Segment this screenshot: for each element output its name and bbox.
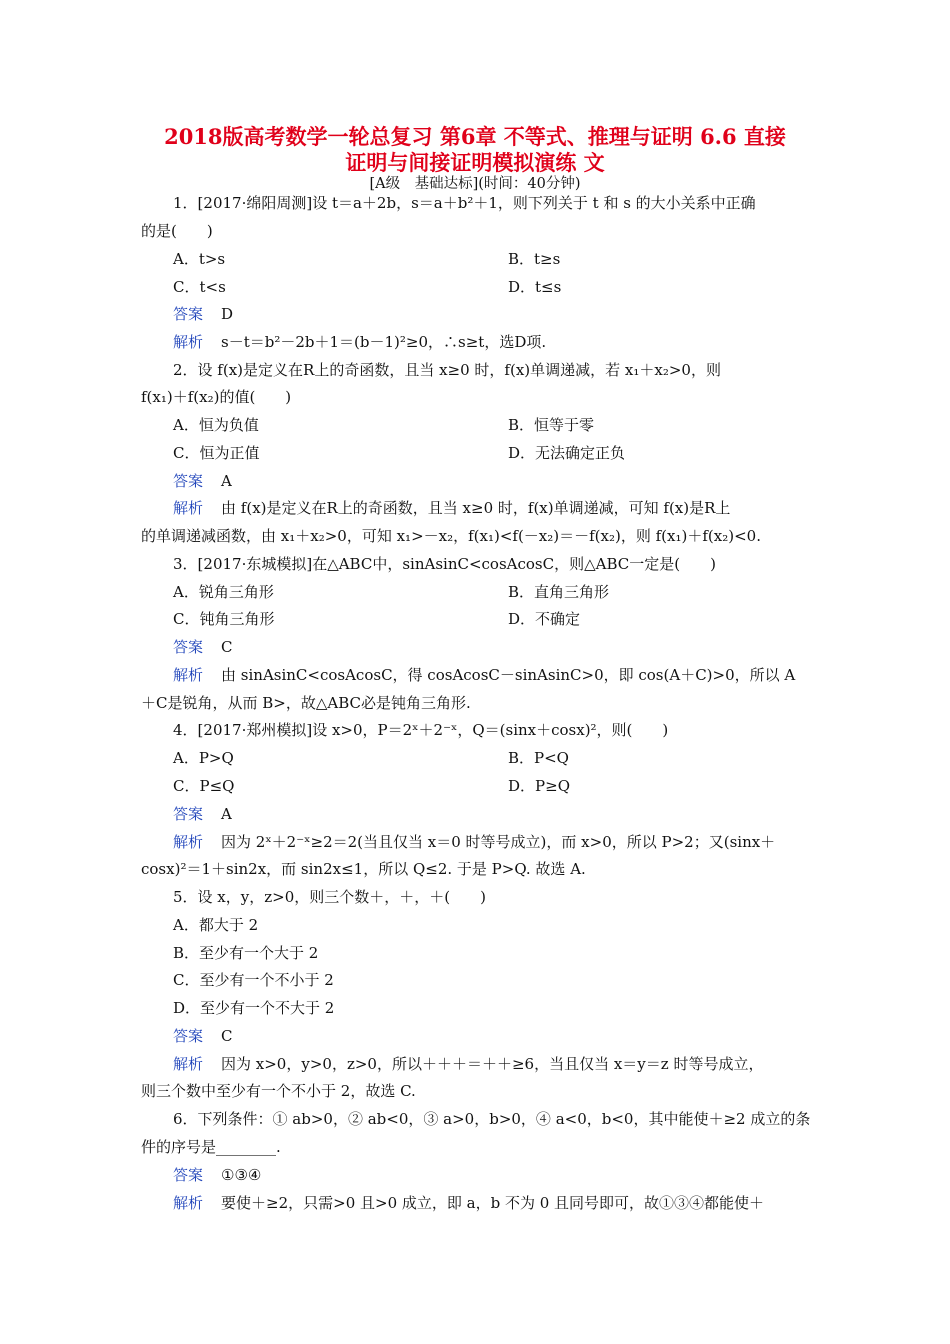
- q4-option-a: A．P>Q: [173, 749, 234, 767]
- analysis-label: 解析: [173, 1194, 204, 1212]
- q1-option-d: D．t≤s: [508, 278, 562, 296]
- q5-analysis-cont: 则三个数中至少有一个不小于 2，故选 C.: [141, 1082, 416, 1100]
- analysis-text: 由 f(x)是定义在R上的奇函数，且当 x≥0 时，f(x)单调递减，可知 f(x)是R上: [221, 499, 731, 517]
- q2-analysis: [173, 497, 730, 519]
- analysis-text: 由 sinAsinC<cosAcosC，得 cosAcosC－sinAsinC>0，即 cos(A＋C)>0，所以 A: [221, 666, 796, 684]
- analysis-text: s－t＝b²－2b＋1＝(b－1)²≥0，∴s≥t，选D项.: [221, 333, 547, 351]
- question-2-stem: 2．设 f(x)是定义在R上的奇函数，且当 x≥0 时，f(x)单调递减，若 x₁＋x₂>0，则: [173, 361, 721, 379]
- answer-label: 答案: [173, 1166, 204, 1184]
- document-title-line1: 2018版高考数学一轮总复习 第6章 不等式、推理与证明 6.6 直接: [164, 124, 786, 149]
- analysis-label: 解析: [173, 833, 204, 851]
- q1-option-b: B．t≥s: [508, 250, 561, 268]
- document-title-line2: 证明与间接证明模拟演练 文: [345, 150, 605, 175]
- answer-value: A: [221, 472, 232, 490]
- q4-option-c: C．P≤Q: [173, 777, 235, 795]
- analysis-label: 解析: [173, 333, 204, 351]
- q3-analysis: [173, 664, 795, 686]
- answer-value: C: [221, 638, 233, 656]
- q3-option-d: D．不确定: [508, 610, 581, 628]
- answer-label: 答案: [173, 638, 204, 656]
- analysis-label: 解析: [173, 666, 204, 684]
- question-1-stem-cont: 的是( ): [141, 222, 213, 240]
- q3-option-b: B．直角三角形: [508, 583, 610, 601]
- q1-option-a: A．t>s: [173, 250, 226, 268]
- q6-answer: [173, 1164, 261, 1186]
- question-3-stem: 3．[2017·东城模拟]在△ABC中，sinAsinC<cosAcosC，则△ABC一定是( ): [173, 555, 716, 573]
- q4-option-b: B．P<Q: [508, 749, 569, 767]
- answer-label: 答案: [173, 305, 204, 323]
- question-6-stem-cont: 件的序号是________.: [141, 1138, 281, 1156]
- q2-answer: [173, 470, 232, 492]
- q4-analysis-cont: cosx)²＝1＋sin2x，而 sin2x≤1，所以 Q≤2. 于是 P>Q. 故选 A.: [141, 860, 586, 878]
- q2-option-c: C．恒为正值: [173, 444, 260, 462]
- q5-analysis: [173, 1053, 763, 1075]
- q2-option-d: D．无法确定正负: [508, 444, 626, 462]
- analysis-text: 因为 x>0，y>0，z>0，所以＋＋＋＝＋＋≥6，当且仅当 x＝y＝z 时等号成立，: [221, 1055, 764, 1073]
- analysis-label: 解析: [173, 499, 204, 517]
- section-subtitle: [A级 基础达标](时间：40分钟): [369, 176, 581, 192]
- analysis-text: 要使＋≥2，只需>0 且>0 成立，即 a，b 不为 0 且同号即可，故①③④都能使＋: [221, 1194, 765, 1212]
- q4-option-d: D．P≥Q: [508, 777, 570, 795]
- question-4-stem: 4．[2017·郑州模拟]设 x>0，P＝2ˣ＋2⁻ˣ，Q＝(sinx＋cosx)²，则( ): [173, 721, 669, 739]
- answer-value: A: [221, 805, 232, 823]
- q5-answer: [173, 1025, 233, 1047]
- question-1-stem: 1．[2017·绵阳周测]设 t＝a＋2b，s＝a＋b²＋1，则下列关于 t 和 s 的大小关系中正确: [173, 194, 756, 212]
- answer-label: 答案: [173, 472, 204, 490]
- answer-label: 答案: [173, 1027, 204, 1045]
- question-2-stem-cont: f(x₁)＋f(x₂)的值( ): [141, 388, 292, 406]
- q5-option-d: D．至少有一个不大于 2: [173, 999, 335, 1017]
- answer-value: ①③④: [221, 1166, 262, 1184]
- q6-analysis: [173, 1192, 764, 1214]
- q1-analysis: [173, 331, 546, 353]
- q2-option-a: A．恒为负值: [173, 416, 259, 434]
- answer-value: D: [221, 305, 234, 323]
- q3-option-a: A．锐角三角形: [173, 583, 274, 601]
- answer-value: C: [221, 1027, 233, 1045]
- q4-answer: [173, 803, 232, 825]
- answer-label: 答案: [173, 805, 204, 823]
- question-6-stem: 6．下列条件：① ab>0，② ab<0，③ a>0，b>0，④ a<0，b<0，其中能使＋≥2 成立的条: [173, 1110, 811, 1128]
- q3-answer: [173, 636, 233, 658]
- q5-option-c: C．至少有一个不小于 2: [173, 971, 334, 989]
- q1-answer: [173, 303, 233, 325]
- q2-option-b: B．恒等于零: [508, 416, 595, 434]
- analysis-text: 因为 2ˣ＋2⁻ˣ≥2＝2(当且仅当 x＝0 时等号成立)，而 x>0，所以 P>2；又(sinx＋: [221, 833, 776, 851]
- q3-option-c: C．钝角三角形: [173, 610, 275, 628]
- question-5-stem: 5．设 x，y，z>0，则三个数＋，＋，＋( ): [173, 888, 486, 906]
- q5-option-a: A．都大于 2: [173, 916, 259, 934]
- analysis-label: 解析: [173, 1055, 204, 1073]
- q3-analysis-cont: ＋C是锐角，从而 B>，故△ABC必是钝角三角形.: [141, 694, 471, 712]
- q5-option-b: B．至少有一个大于 2: [173, 944, 319, 962]
- q1-option-c: C．t<s: [173, 278, 226, 296]
- q4-analysis: [173, 831, 775, 853]
- q2-analysis-cont: 的单调递减函数，由 x₁＋x₂>0，可知 x₁>－x₂，f(x₁)<f(－x₂)＝－f(x₂)，则 f(x₁)＋f(x₂)<0.: [141, 527, 761, 545]
